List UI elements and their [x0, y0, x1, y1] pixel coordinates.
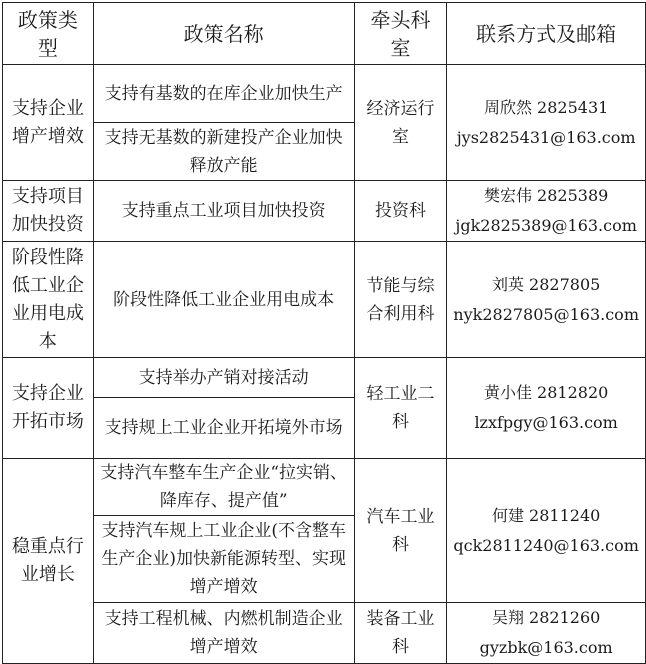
- contact-cell: [447, 242, 646, 358]
- contact-person: 樊宏伟 2825389: [483, 186, 609, 205]
- policy-type-cell: 支持项目加快投资: [3, 181, 94, 242]
- contact-cell: [447, 603, 646, 664]
- contact-email: qck2811240@163.com: [453, 535, 639, 555]
- lead-dept-cell: 投资科: [354, 181, 447, 242]
- policy-name-cell: 支持规上工业企业开拓境外市场: [93, 398, 354, 459]
- contact-person: 吴翔 2821260: [491, 608, 601, 627]
- table-row: [3, 65, 646, 123]
- policy-name-cell: 支持汽车整车生产企业“拉实销、降库存、提产值”: [93, 459, 354, 516]
- contact-cell: [447, 459, 646, 603]
- policy-type-cell: 支持企业开拓市场: [3, 358, 94, 459]
- header-policy-name: 政策名称: [93, 3, 354, 65]
- table-row: [3, 242, 646, 358]
- policy-type-cell: 阶段性降低工业企业用电成本: [3, 242, 94, 358]
- lead-dept-cell: 汽车工业科: [354, 459, 447, 603]
- contact-person: 何建 2811240: [491, 505, 601, 525]
- header-row: [3, 3, 646, 65]
- contact-person: 周欣然 2825431: [483, 97, 609, 117]
- table-row: [3, 181, 646, 242]
- lead-dept-cell: 经济运行室: [354, 65, 447, 181]
- table-row: [3, 603, 646, 664]
- policy-name-cell: 支持工程机械、内燃机制造企业增产增效: [93, 603, 354, 664]
- contact-cell: [447, 358, 646, 459]
- policy-type-cell: 稳重点行业增长: [3, 459, 94, 664]
- policy-name-cell: 阶段性降低工业企业用电成本: [93, 242, 354, 358]
- contact-cell: [447, 181, 646, 242]
- policy-type-cell: 支持企业增产增效: [3, 65, 94, 181]
- header-lead-dept: 牵头科室: [354, 3, 447, 65]
- table-row: [3, 358, 646, 398]
- policy-name-cell: 支持举办产销对接活动: [93, 358, 354, 398]
- policy-table: [2, 2, 646, 664]
- contact-email: jys2825431@163.com: [456, 127, 636, 147]
- lead-dept-cell: 节能与综合利用科: [354, 242, 447, 358]
- contact-email: lzxfpgy@163.com: [474, 413, 618, 432]
- contact-person: 黄小佳 2812820: [483, 383, 609, 402]
- policy-name-cell: 支持重点工业项目加快投资: [93, 181, 354, 242]
- header-contact: 联系方式及邮箱: [447, 3, 646, 65]
- policy-name-cell: 支持有基数的在库企业加快生产: [93, 65, 354, 123]
- policy-name-cell: 支持无基数的新建投产企业加快释放产能: [93, 123, 354, 181]
- header-policy-type: 政策类型: [3, 3, 94, 65]
- lead-dept-cell: 装备工业科: [354, 603, 447, 664]
- contact-email: gyzbk@163.com: [479, 638, 613, 657]
- contact-email: jgk2825389@163.com: [455, 216, 637, 235]
- contact-person: 刘英 2827805: [491, 274, 601, 294]
- policy-name-cell: 支持汽车规上工业企业(不含整车生产企业)加快新能源转型、实现增产增效: [93, 516, 354, 603]
- contact-email: nyk2827805@163.com: [453, 304, 639, 324]
- table-row: [3, 459, 646, 516]
- contact-cell: [447, 65, 646, 181]
- lead-dept-cell: 轻工业二科: [354, 358, 447, 459]
